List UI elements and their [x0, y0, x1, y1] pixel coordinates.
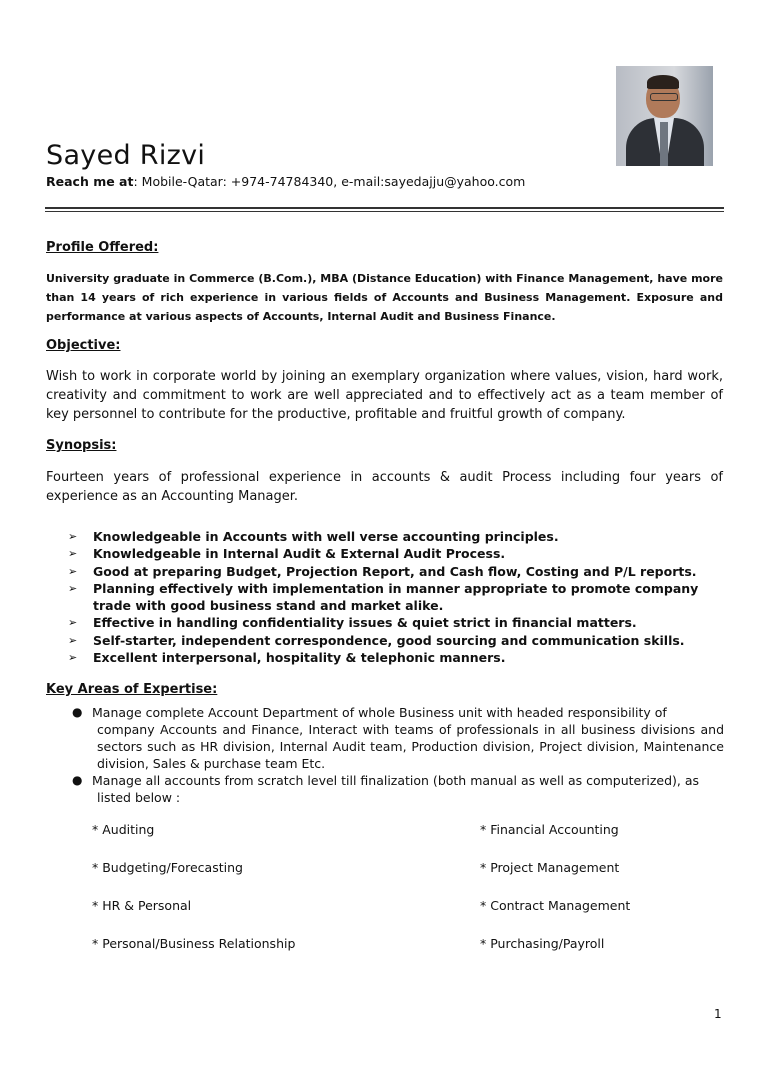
contact-line: [46, 174, 525, 189]
synopsis-heading: Synopsis:: [46, 438, 117, 453]
candidate-name: Sayed Rizvi: [46, 140, 206, 171]
skill-item: * Purchasing/Payroll: [480, 936, 605, 951]
expertise-item: ● Manage all accounts from scratch level till finalization (both manual as well as computerized), as listed below :: [72, 773, 700, 805]
objective-heading: Objective:: [46, 338, 121, 353]
arrow-bullet-icon: ➢: [68, 581, 78, 595]
contact-details: : Mobile-Qatar: +974-74784340, e-mail:sayedajju@yahoo.com: [133, 174, 526, 189]
synopsis-text: Fourteen years of professional experience in accounts & audit Process including four years of experience as an Accounting Manager.: [46, 470, 723, 504]
arrow-bullet-icon: ➢: [68, 651, 78, 665]
synopsis-point: ➢ Self-starter, independent correspondence, good sourcing and communication skills.: [68, 632, 685, 648]
arrow-bullet-icon: ➢: [68, 564, 78, 578]
skill-item: * Financial Accounting: [480, 822, 619, 837]
synopsis-point: ➢ Knowledgeable in Internal Audit & External Audit Process.: [68, 546, 506, 562]
arrow-bullet-icon: ➢: [68, 633, 78, 647]
synopsis-point: ➢ Knowledgeable in Accounts with well verse accounting principles.: [68, 529, 559, 544]
expertise-list: [72, 704, 724, 806]
synopsis-points: [68, 528, 728, 666]
profile-text: University graduate in Commerce (B.Com.), MBA (Distance Education) with Finance Management, have more than 14 years of rich experience in various fields of Accounts and Business Management. Exposure and performance at various aspects of Accounts, Internal Audit and Business Finance.: [46, 272, 723, 323]
page-number: 1: [714, 1007, 722, 1021]
expertise-item: ● Manage complete Account Department of whole Business unit with headed responsibility of company Accounts and Finance, Interact with teams of professionals in all business divisions and sectors such as HR division, Internal Audit team, Production division, Project division, Maintenance division, Sales & purchase team Etc.: [72, 705, 724, 771]
synopsis-point: ➢ Excellent interpersonal, hospitality & telephonic manners.: [68, 650, 506, 666]
header-divider-thin: [45, 211, 724, 212]
skill-item: * Budgeting/Forecasting: [92, 860, 243, 875]
profile-photo: [616, 66, 713, 166]
arrow-bullet-icon: ➢: [68, 547, 78, 561]
skill-item: * Personal/Business Relationship: [92, 936, 296, 951]
profile-heading: Profile Offered:: [46, 240, 159, 255]
arrow-bullet-icon: ➢: [68, 530, 78, 543]
synopsis-point: ➢ Effective in handling confidentiality issues & quiet strict in financial matters.: [68, 615, 637, 631]
bullet-dot-icon: ●: [72, 773, 83, 787]
objective-text: Wish to work in corporate world by joining an exemplary organization where values, vision, hard work, creativity and commitment to work are well appreciated and to effectively act as a team member of key personnel to contribute for the productive, profitable and fruitful growth of company.: [46, 369, 723, 422]
skill-item: * Auditing: [92, 822, 155, 837]
contact-label: Reach me at: [46, 174, 134, 189]
skill-item: * Contract Management: [480, 898, 631, 913]
bullet-dot-icon: ●: [72, 705, 83, 719]
arrow-bullet-icon: ➢: [68, 616, 78, 630]
header-divider: [45, 207, 724, 209]
expertise-heading: Key Areas of Expertise:: [46, 682, 218, 697]
synopsis-point: ➢ Good at preparing Budget, Projection Report, and Cash flow, Costing and P/L reports.: [68, 563, 697, 579]
skill-item: * HR & Personal: [92, 898, 192, 913]
skill-item: * Project Management: [480, 860, 620, 875]
synopsis-point: ➢ Planning effectively with implementation in manner appropriate to promote company trade with good business stand and market alike.: [68, 580, 699, 614]
